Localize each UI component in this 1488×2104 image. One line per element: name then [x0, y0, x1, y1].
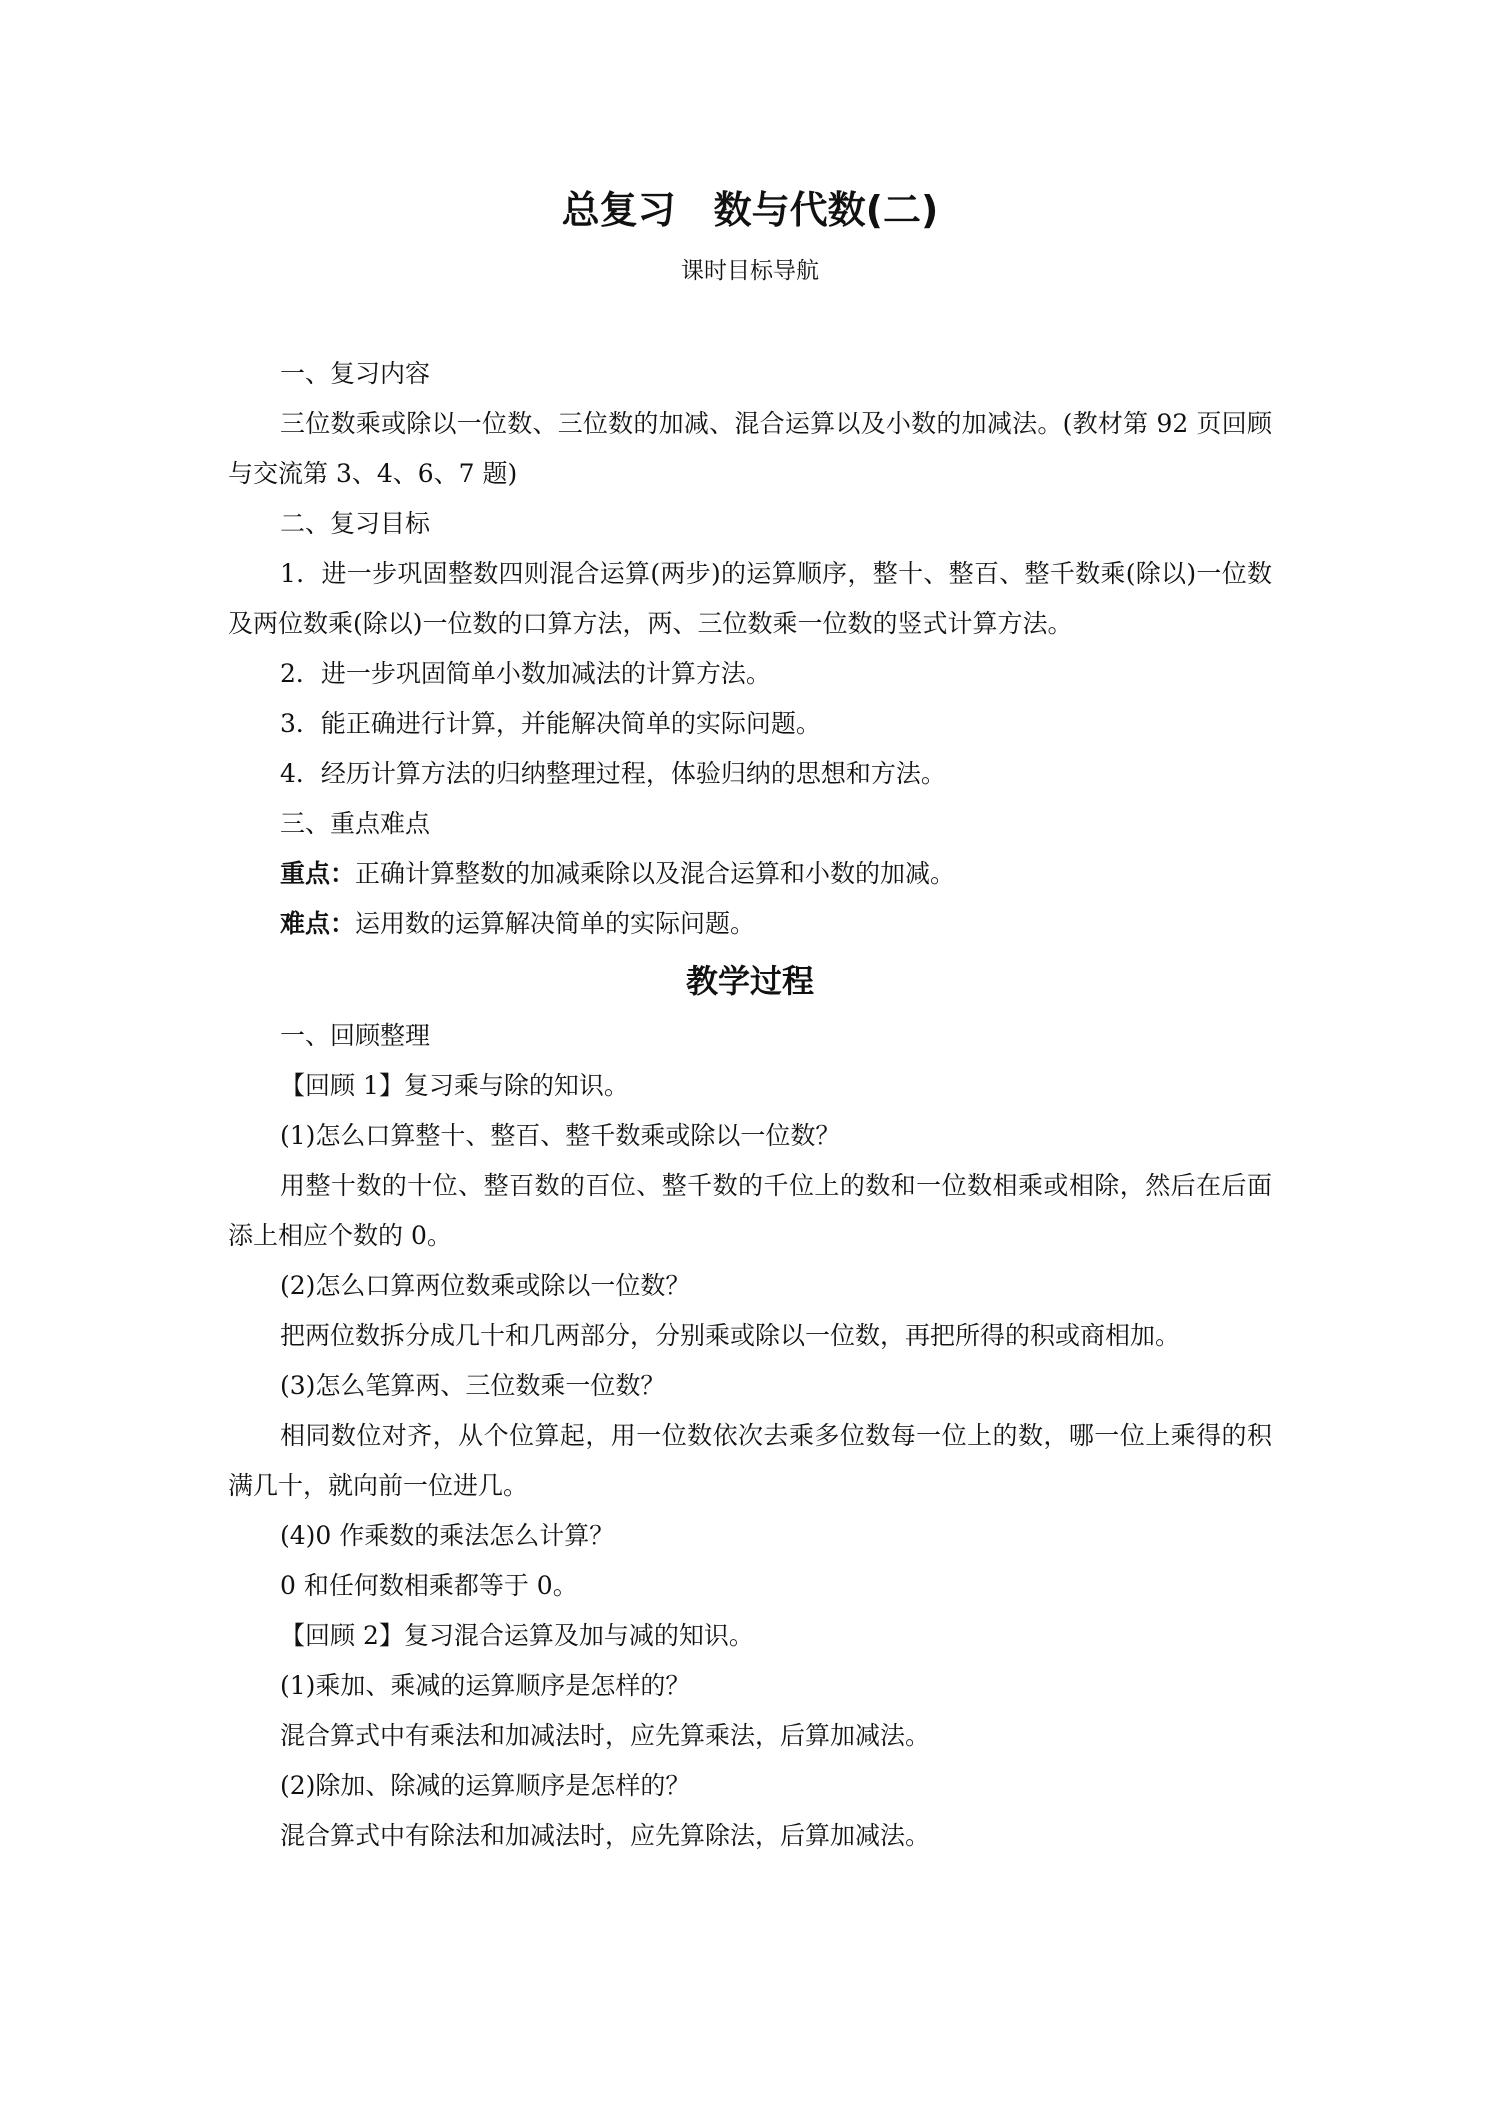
question-5: (1)乘加、乘减的运算顺序是怎样的？: [280, 1671, 691, 1700]
section-title-teaching-process: 教学过程: [685, 962, 814, 1000]
document-content: [228, 185, 1272, 1861]
key-point-paragraph: [228, 849, 1272, 899]
answer-3: 相同数位对齐，从个位算起，用一位数依次去乘多位数每一位上的数，哪一位上乘得的积满几十，就向前一位进几。: [228, 1421, 1272, 1500]
question-6: (2)除加、除减的运算顺序是怎样的？: [280, 1771, 691, 1800]
recap-1-title: 【回顾 1】复习乘与除的知识。: [280, 1071, 629, 1100]
page-title: 总复习 数与代数(二): [561, 188, 939, 232]
difficult-point-text: 运用数的运算解决简单的实际问题。: [355, 909, 756, 938]
answer-1: 用整十数的十位、整百数的百位、整千数的千位上的数和一位数相乘或相除，然后在后面添上相应个数的 0。: [228, 1171, 1272, 1250]
recap-heading: 一、回顾整理: [280, 1021, 431, 1050]
question-2: (2)怎么口算两位数乘或除以一位数？: [280, 1271, 691, 1300]
answer-5: 混合算式中有乘法和加减法时，应先算乘法，后算加减法。: [280, 1721, 931, 1750]
question-1: (1)怎么口算整十、整百、整千数乘或除以一位数？: [280, 1121, 841, 1150]
difficult-point-paragraph: [228, 899, 1272, 949]
goal-item-3: 3．能正确进行计算，并能解决简单的实际问题。: [280, 709, 821, 738]
difficult-point-label: 难点：: [280, 909, 356, 938]
key-point-label: 重点：: [280, 859, 356, 888]
key-point-text: 正确计算整数的加减乘除以及混合运算和小数的加减。: [355, 859, 956, 888]
goal-item-1: 1．进一步巩固整数四则混合运算(两步)的运算顺序，整十、整百、整千数乘(除以)一位数及两位数乘(除以)一位数的口算方法，两、三位数乘一位数的竖式计算方法。: [228, 559, 1272, 638]
answer-6: 混合算式中有除法和加减法时，应先算除法，后算加减法。: [280, 1821, 931, 1850]
answer-4: 0 和任何数相乘都等于 0。: [280, 1571, 578, 1600]
review-goals-heading: 二、复习目标: [280, 509, 431, 538]
page-subtitle: 课时目标导航: [681, 258, 819, 284]
recap-2-title: 【回顾 2】复习混合运算及加与减的知识。: [280, 1621, 754, 1650]
key-points-heading: 三、重点难点: [280, 809, 431, 838]
question-4: (4)0 作乘数的乘法怎么计算？: [280, 1521, 615, 1550]
lesson-goals-section: [228, 349, 1272, 949]
goal-item-2: 2．进一步巩固简单小数加减法的计算方法。: [280, 659, 771, 688]
question-3: (3)怎么笔算两、三位数乘一位数？: [280, 1371, 666, 1400]
teaching-process-section: [228, 1011, 1272, 1861]
review-content-text: 三位数乘或除以一位数、三位数的加减、混合运算以及小数的加减法。(教材第 92 页回顾与交流第 3、4、6、7 题): [228, 409, 1272, 488]
review-content-heading: 一、复习内容: [280, 359, 431, 388]
goal-item-4: 4．经历计算方法的归纳整理过程，体验归纳的思想和方法。: [280, 759, 946, 788]
answer-2: 把两位数拆分成几十和几两部分，分别乘或除以一位数，再把所得的积或商相加。: [280, 1321, 1181, 1350]
